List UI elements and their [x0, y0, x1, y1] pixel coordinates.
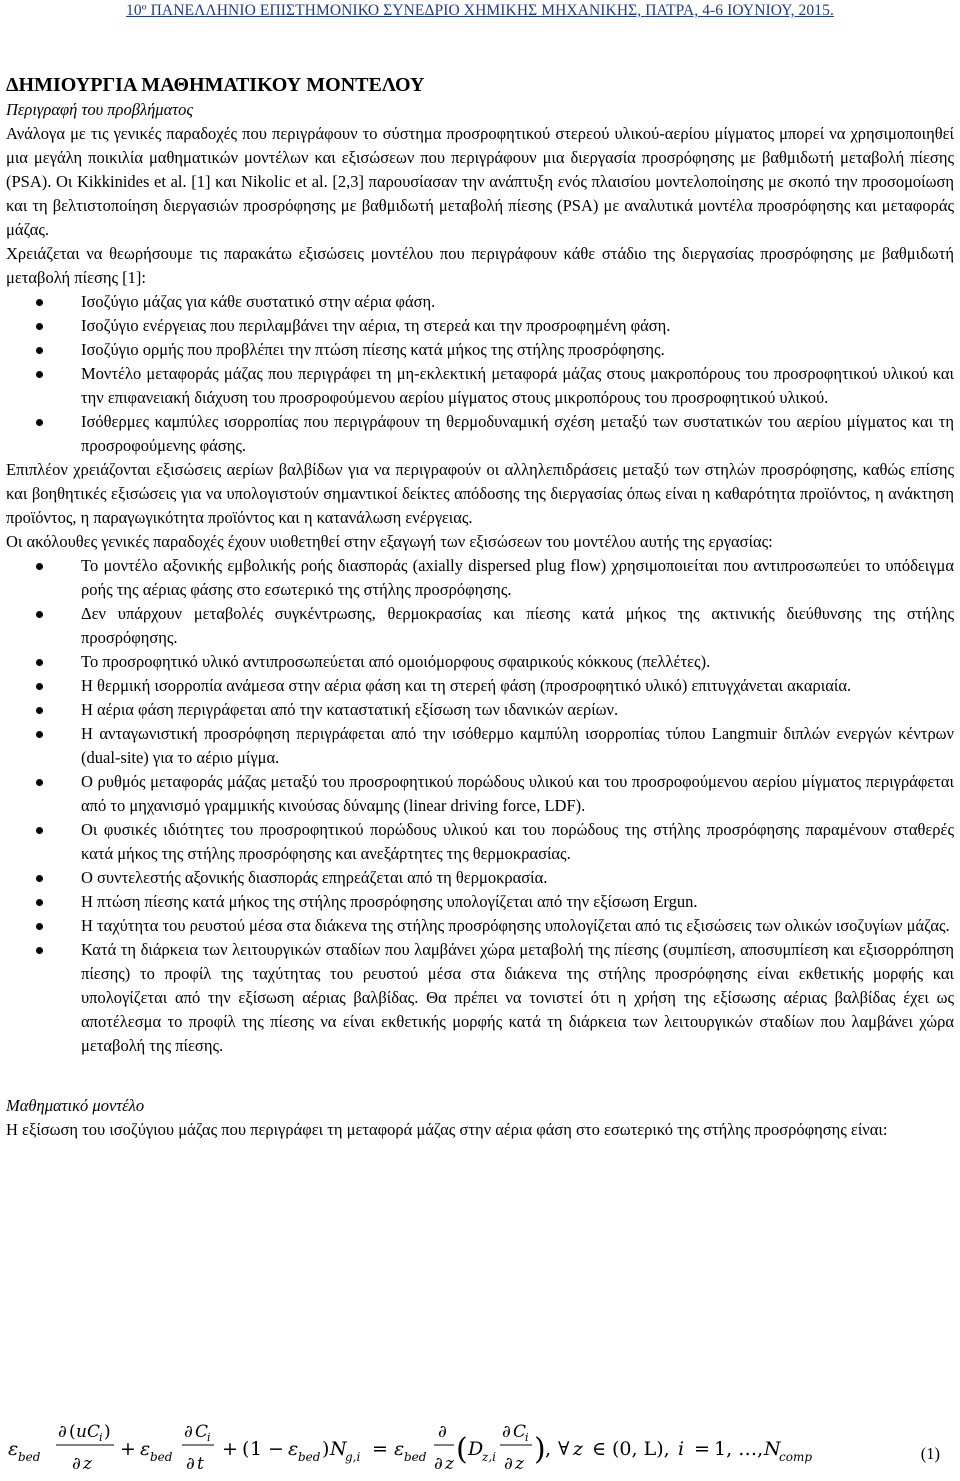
- eq-partial: ∂: [438, 1422, 447, 1442]
- eq-D: D: [468, 1438, 484, 1460]
- list-assumptions: [6, 554, 954, 1058]
- eq-subscript-i: i: [99, 1431, 103, 1444]
- list-item: Ισοζύγιο ενέργειας που περιλαμβάνει την αέρια, τη στερεά και την προσροφημένη φάση.: [6, 314, 954, 338]
- eq-z: z: [83, 1454, 92, 1474]
- eq-i: i: [678, 1438, 685, 1460]
- bullet-icon: [36, 371, 43, 378]
- list-item: Το προσροφητικό υλικό αντιπροσωπεύεται από ομοιόμορφους σφαιρικούς κόκκους (πελλέτες).: [6, 650, 954, 674]
- eq-epsilon: ε: [394, 1438, 405, 1460]
- equation-svg: [0, 1417, 960, 1481]
- bullet-icon: [36, 827, 43, 834]
- eq-C: C: [195, 1422, 209, 1442]
- svg-text:(: (: [456, 1432, 468, 1467]
- eq-forall: ∀: [558, 1438, 570, 1460]
- paragraph-intro: Ανάλογα με τις γενικές παραδοχές που περιγράφουν το σύστημα προσροφητικού στερεού υλικού-αερίου μίγματος μπορεί να χρησιμοποιηθεί μια μεγάλη ποικιλία μαθηματικών μοντέλων και εξισώσεων που περιγράφουν μια διεργασία προσρόφησης με βαθμιδωτή μεταβολή πίεσης (PSA). Οι Kikkinides et al. [1] και Nikolic et al. [2,3] παρουσίασαν την ανάπτυξη ενός πλαισίου μοντελοποίησης με σκοπό την προσομοίωση και τη βελτιστοποίηση διεργασιών προσρόφησης με βαθμιδωτή μεταβολή πίεσης (PSA) με αναλυτικά μοντέλα προσρόφησης και μεταφοράς μάζας.: [6, 124, 954, 239]
- list-item: Ισόθερμες καμπύλες ισορροπίας που περιγράφουν τη θερμοδυναμική σχέση μεταξύ των συστατικών του αερίου μίγματος και τη προσροφούμενης φάσης.: [6, 410, 954, 458]
- section-title: ΔΗΜΙΟΥΡΓΙΑ ΜΑΘΗΜΑΤΙΚΟΥ ΜΟΝΤΕΛΟΥ: [6, 74, 425, 96]
- bullet-icon: [36, 299, 43, 306]
- list-item: Μοντέλο μεταφοράς μάζας που περιγράφει τη μη-εκλεκτική μεταφορά μάζας στους μακροπόρους του προσροφητικού υλικού και την επιφανειακή διάχυση του προσροφούμενου αερίου μίγματος στους μικροπόρους του προσροφητικού υλικού.: [6, 362, 954, 410]
- eq-subscript-bed: bed: [404, 1450, 427, 1464]
- list-item: Η αέρια φάση περιγράφεται από την καταστατική εξίσωση των ιδανικών αερίων.: [6, 698, 954, 722]
- list-item: Ο συντελεστής αξονικής διασποράς επηρεάζεται από τη θερμοκρασία.: [6, 866, 954, 890]
- list-item: Το μοντέλο αξονικής εμβολικής ροής διασποράς (axially dispersed plug flow) χρησιμοποιείται που αντιπροσωπεύει το υπόδειγμα ροής της αέριας φάσης στο εσωτερικό της στήλης προσρόφησης.: [6, 554, 954, 602]
- list-item: Ο ρυθμός μεταφοράς μάζας μεταξύ του προσροφητικού πορώδους υλικού και του προσροφούμενου αερίου μίγματος περιγράφεται από το μηχανισμό γραμμικής κινούσας δύναμης (linear driving force, LDF).: [6, 770, 954, 818]
- svg-text:): ): [104, 1422, 111, 1442]
- eq-partial: ∂: [502, 1422, 511, 1442]
- eq-partial: ∂: [72, 1454, 81, 1474]
- eq-subscript-bed: bed: [150, 1450, 173, 1464]
- eq-subscript-zi: z,i: [482, 1450, 496, 1464]
- eq-C: C: [87, 1422, 101, 1442]
- eq-partial: ∂: [434, 1454, 443, 1474]
- bullet-icon: [36, 899, 43, 906]
- eq-subscript-i: i: [525, 1431, 529, 1444]
- eq-epsilon: ε: [288, 1438, 299, 1460]
- eq-z: z: [515, 1454, 524, 1474]
- bullet-icon: [36, 347, 43, 354]
- page-content: [6, 72, 954, 1142]
- eq-C: C: [513, 1422, 527, 1442]
- bullet-icon: [36, 659, 43, 666]
- svg-text:): ): [534, 1432, 546, 1467]
- bullet-icon: [36, 707, 43, 714]
- list-item: Οι φυσικές ιδιότητες του προσροφητικού πορώδους υλικού και του πορώδους της στήλης προσρόφησης παραμένουν σταθερές κατά μήκος της στήλης προσρόφησης και ανεξάρτητες της θερμοκρασίας.: [6, 818, 954, 866]
- eq-subscript-comp: comp: [779, 1450, 813, 1464]
- list-item: Η θερμική ισορροπία ανάμεσα στην αέρια φάση και τη στερεή φάση (προσροφητικό υλικό) επιτυγχάνεται ακαριαία.: [6, 674, 954, 698]
- equation-mass-balance: [0, 1417, 960, 1481]
- bullet-icon: [36, 923, 43, 930]
- eq-subscript-bed: bed: [298, 1450, 321, 1464]
- bullet-icon: [36, 875, 43, 882]
- paragraph-valve-equations: Επιπλέον χρειάζονται εξισώσεις αερίων βαλβίδων για να περιγραφούν οι αλληλεπιδράσεις μεταξύ των στηλών προσρόφησης, καθώς επίσης και βοηθητικές εξισώσεις για να υπολογιστούν σημαντικοί δείκτες απόδοσης της διεργασίας όπως είναι η καθαρότητα προϊόντος, η ανάκτηση προϊόντος, η παραγωγικότητα προϊόντος και η κατανάλωση ενέργειας.: [6, 460, 954, 527]
- eq-interval: (0, L),: [612, 1438, 670, 1460]
- eq-plus: +: [120, 1438, 136, 1460]
- list-model-equations: [6, 290, 954, 458]
- eq-equals: =: [372, 1438, 388, 1460]
- svg-text:(: (: [69, 1422, 76, 1442]
- eq-N: N: [330, 1438, 347, 1460]
- eq-one: 1: [250, 1438, 263, 1460]
- eq-partial: ∂: [186, 1454, 195, 1474]
- bullet-icon: [36, 731, 43, 738]
- eq-subscript-i: i: [207, 1431, 211, 1444]
- list-item: Η ταχύτητα του ρευστού μέσα στα διάκενα της στήλης προσρόφησης υπολογίζεται από τις εξισώσεις των ολικών ισοζυγίων μάζας.: [6, 914, 954, 938]
- list-item: Ισοζύγιο ορμής που προβλέπει την πτώση πίεσης κατά μήκος της στήλης προσρόφησης.: [6, 338, 954, 362]
- list-item: Δεν υπάρχουν μεταβολές συγκέντρωσης, θερμοκρασίας και πίεσης κατά μήκος της ακτινικής διεύθυνσης της στήλης προσρόφησης.: [6, 602, 954, 650]
- paragraph-assumptions: Οι ακόλουθες γενικές παραδοχές έχουν υιοθετηθεί στην εξαγωγή των εξισώσεων του μοντέλου αυτής της εργασίας:: [6, 532, 773, 551]
- list-item: Κατά τη διάρκεια των λειτουργικών σταδίων που λαμβάνει χώρα μεταβολή της πίεσης (συμπίεση, αποσυμπίεση και εξισορρόπηση πίεσης) το προφίλ της ταχύτητας του ρευστού μέσα στα διάκενα της στήλης προσρόφησης είναι εκθετικής μορφής και υπολογίζεται από την εξίσωση αέριας βαλβίδας. Θα πρέπει να τονιστεί ότι η χρήση της εξίσωσης αέριας βαλβίδας έχει ως αποτέλεσμα το προφίλ της πίεσης να είναι εκθετικής μορφής κατά τη διάρκεια των λειτουργικών σταδίων που λαμβάνει χώρα μεταβολή της πίεσης.: [6, 938, 954, 1058]
- bullet-icon: [36, 947, 43, 954]
- bullet-icon: [36, 323, 43, 330]
- eq-equals: =: [694, 1438, 710, 1460]
- eq-subscript-gi: g,i: [345, 1450, 361, 1464]
- eq-epsilon: ε: [8, 1438, 19, 1460]
- bullet-icon: [36, 419, 43, 426]
- paragraph-mass-balance: Η εξίσωση του ισοζύγιου μάζας που περιγράφει τη μεταφορά μάζας στην αέρια φάση στο εσωτερικό της στήλης προσρόφησης είναι:: [6, 1120, 888, 1139]
- subtitle-problem-description: Περιγραφή του προβλήματος: [6, 100, 194, 119]
- svg-text:(: (: [242, 1438, 250, 1460]
- list-item: Η ανταγωνιστική προσρόφηση περιγράφεται από την ισόθερμο καμπύλη ισορροπίας τύπου Langmuir διπλών ενεργών κέντρων (dual-site) για το αέριο μίγμα.: [6, 722, 954, 770]
- eq-t: t: [197, 1454, 204, 1474]
- bullet-icon: [36, 611, 43, 618]
- paragraph-model-equations: Χρειάζεται να θεωρήσουμε τις παρακάτω εξισώσεις μοντέλου που περιγράφουν κάθε στάδιο της διεργασίας προσρόφησης με βαθμιδωτή μεταβολή πίεσης [1]:: [6, 244, 954, 287]
- spacer: [6, 1058, 954, 1094]
- eq-subscript-bed: bed: [18, 1450, 41, 1464]
- eq-z: z: [445, 1454, 454, 1474]
- bullet-icon: [36, 563, 43, 570]
- list-item: Ισοζύγιο μάζας για κάθε συστατικό στην αέρια φάση.: [6, 290, 954, 314]
- eq-z: z: [573, 1438, 584, 1460]
- eq-minus: −: [268, 1438, 284, 1460]
- bullet-icon: [36, 779, 43, 786]
- eq-epsilon: ε: [140, 1438, 151, 1460]
- conference-header: 10º ΠΑΝΕΛΛΗΝΙΟ ΕΠΙΣΤΗΜΟΝΙΚΟ ΣΥΝΕΔΡΙΟ ΧΗΜΙΚΗΣ ΜΗΧΑΝΙΚΗΣ, ΠΑΤΡΑ, 4-6 ΙΟΥΝΙΟΥ, 2015.: [126, 2, 834, 19]
- subtitle-mathematical-model: Μαθηματικό μοντέλο: [6, 1096, 145, 1115]
- eq-partial: ∂: [184, 1422, 193, 1442]
- eq-partial: ∂: [58, 1422, 67, 1442]
- eq-partial: ∂: [504, 1454, 513, 1474]
- bullet-icon: [36, 683, 43, 690]
- eq-in: ∈: [592, 1438, 607, 1460]
- equation-number: (1): [920, 1444, 940, 1463]
- eq-u: u: [76, 1422, 87, 1442]
- svg-text:): ): [322, 1438, 330, 1460]
- eq-plus: +: [222, 1438, 238, 1460]
- list-item: Η πτώση πίεσης κατά μήκος της στήλης προσρόφησης υπολογίζεται από την εξίσωση Ergun.: [6, 890, 954, 914]
- eq-dots: 1, …,: [714, 1438, 764, 1460]
- eq-comma: ,: [545, 1438, 552, 1460]
- eq-N: N: [764, 1438, 781, 1460]
